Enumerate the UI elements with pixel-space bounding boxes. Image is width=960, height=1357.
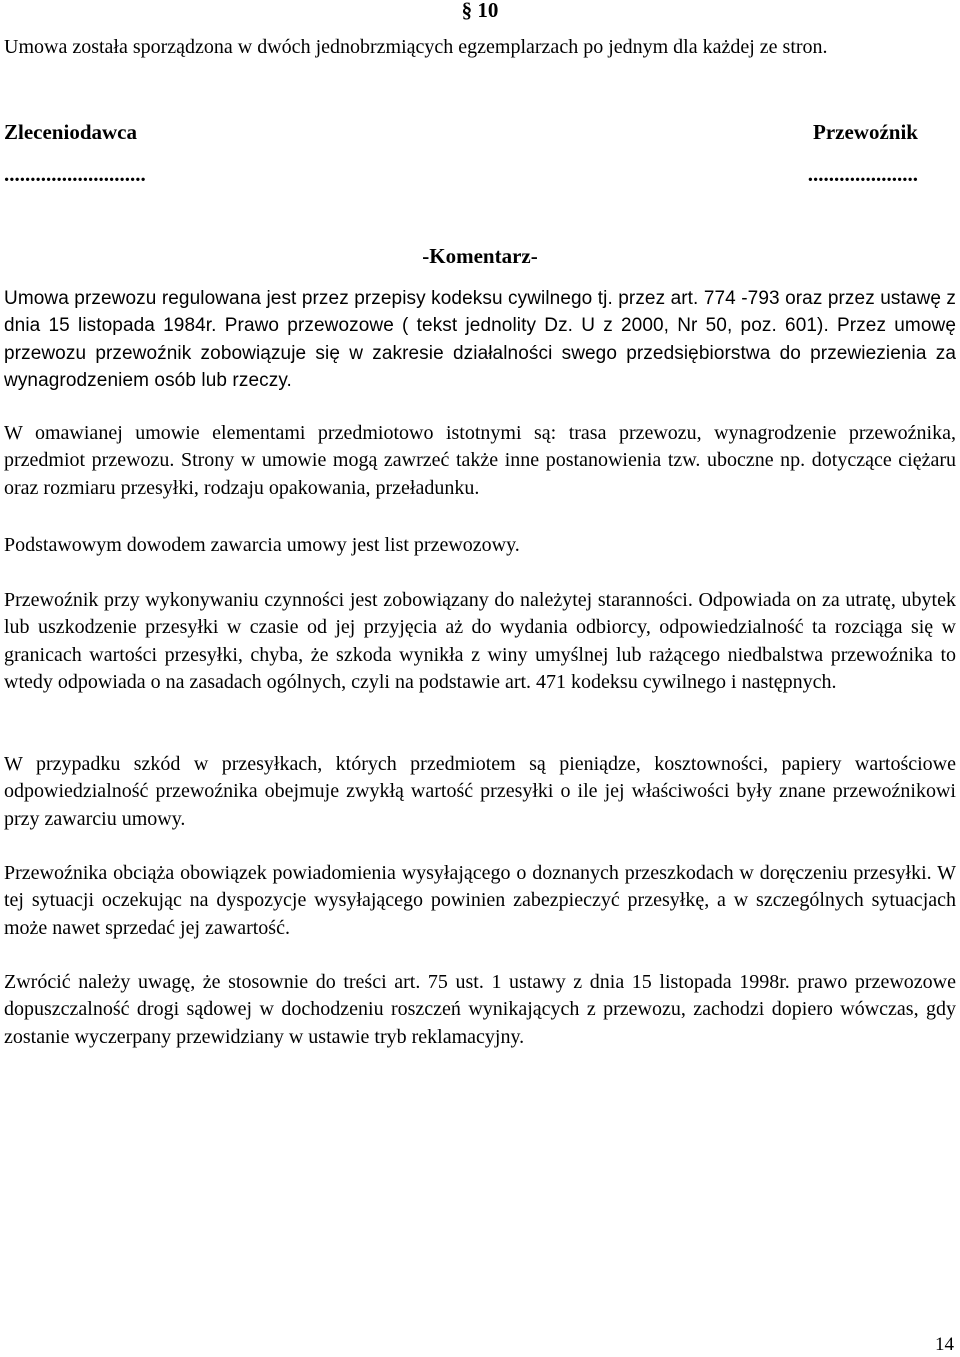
signature-labels [4, 118, 918, 146]
commentary-paragraph-4: Przewoźnik przy wykonywaniu czynności jest zobowiązany do należytej staranności. Odpowiada on za utratę, ubytek lub uszkodzenie przesyłki w czasie od jej przyjęcia aż do wydania odbiorcy, odpowiedzialność ta rozciąga się w granicach wartości przesyłki, chyba, że szkoda wynikła z winy umyślnej lub rażącego niedbalstwa przewoźnika to wtedy odpowiada o na zasadach ogólnych, czyli na podstawie art. 471 kodeksu cywilnego i następnych. [4, 589, 956, 693]
commentary-paragraph-2: W omawianej umowie elementami przedmiotowo istotnymi są: trasa przewozu, wynagrodzenie przewoźnika, przedmiot przewozu. Strony w umowie mogą zawrzeć także inne postanowienia tzw. uboczne np. dotyczące ciężaru oraz rozmiaru przesyłki, rodzaju opakowania, przeładunku. [4, 422, 956, 499]
client-label: Zleceniodawca [4, 120, 137, 144]
commentary-paragraph-7: Zwrócić należy uwagę, że stosownie do treści art. 75 ust. 1 ustawy z dnia 15 listopada 1998r. prawo przewozowe dopuszczalność drogi sądowej w dochodzeniu roszczeń wynikających z przewozu, zachodzi dopiero wówczas, gdy zostanie wyczerpany przewidziany w ustawie tryb reklamacyjny. [4, 971, 956, 1048]
signature-lines [4, 160, 918, 188]
client-signature-line: ........................... [4, 162, 146, 186]
section-heading: § 10 [461, 0, 499, 22]
commentary-heading: -Komentarz- [422, 244, 538, 268]
commentary-paragraph-5: W przypadku szkód w przesyłkach, których przedmiotem są pieniądze, kosztowności, papiery wartościowe odpowiedzialność przewoźnika obejmuje zwykłą wartość przesyłki o ile jej właściwości były znane przewoźnikowi przy zawarciu umowy. [4, 753, 956, 830]
closing-paragraph: Umowa została sporządzona w dwóch jednobrzmiących egzemplarzach po jednym dla każdej ze stron. [4, 36, 828, 58]
commentary-paragraph-6: Przewoźnika obciąża obowiązek powiadomienia wysyłającego o doznanych przeszkodach w doręczeniu przesyłki. W tej sytuacji oczekując na dyspozycje wysyłającego powinien zabezpieczyć przesyłkę, a w szczególnych sytuacjach może nawet sprzedać jej zawartość. [4, 862, 956, 939]
carrier-signature-line: ..................... [807, 162, 918, 186]
carrier-label: Przewoźnik [813, 120, 918, 144]
commentary-paragraph-1: Umowa przewozu regulowana jest przez przepisy kodeksu cywilnego tj. przez art. 774 -793 oraz przez ustawę z dnia 15 listopada 1984r. Prawo przewozowe ( tekst jednolity Dz. U z 2000, Nr 50, poz. 601). Przez umowę przewozu przewoźnik zobowiązuje się w zakresie działalności swego przedsiębiorstwa do przewiezienia za wynagrodzeniem osób lub rzeczy. [4, 288, 956, 391]
commentary-paragraph-3: Podstawowym dowodem zawarcia umowy jest list przewozowy. [4, 534, 520, 556]
page-number: 14 [935, 1334, 954, 1355]
